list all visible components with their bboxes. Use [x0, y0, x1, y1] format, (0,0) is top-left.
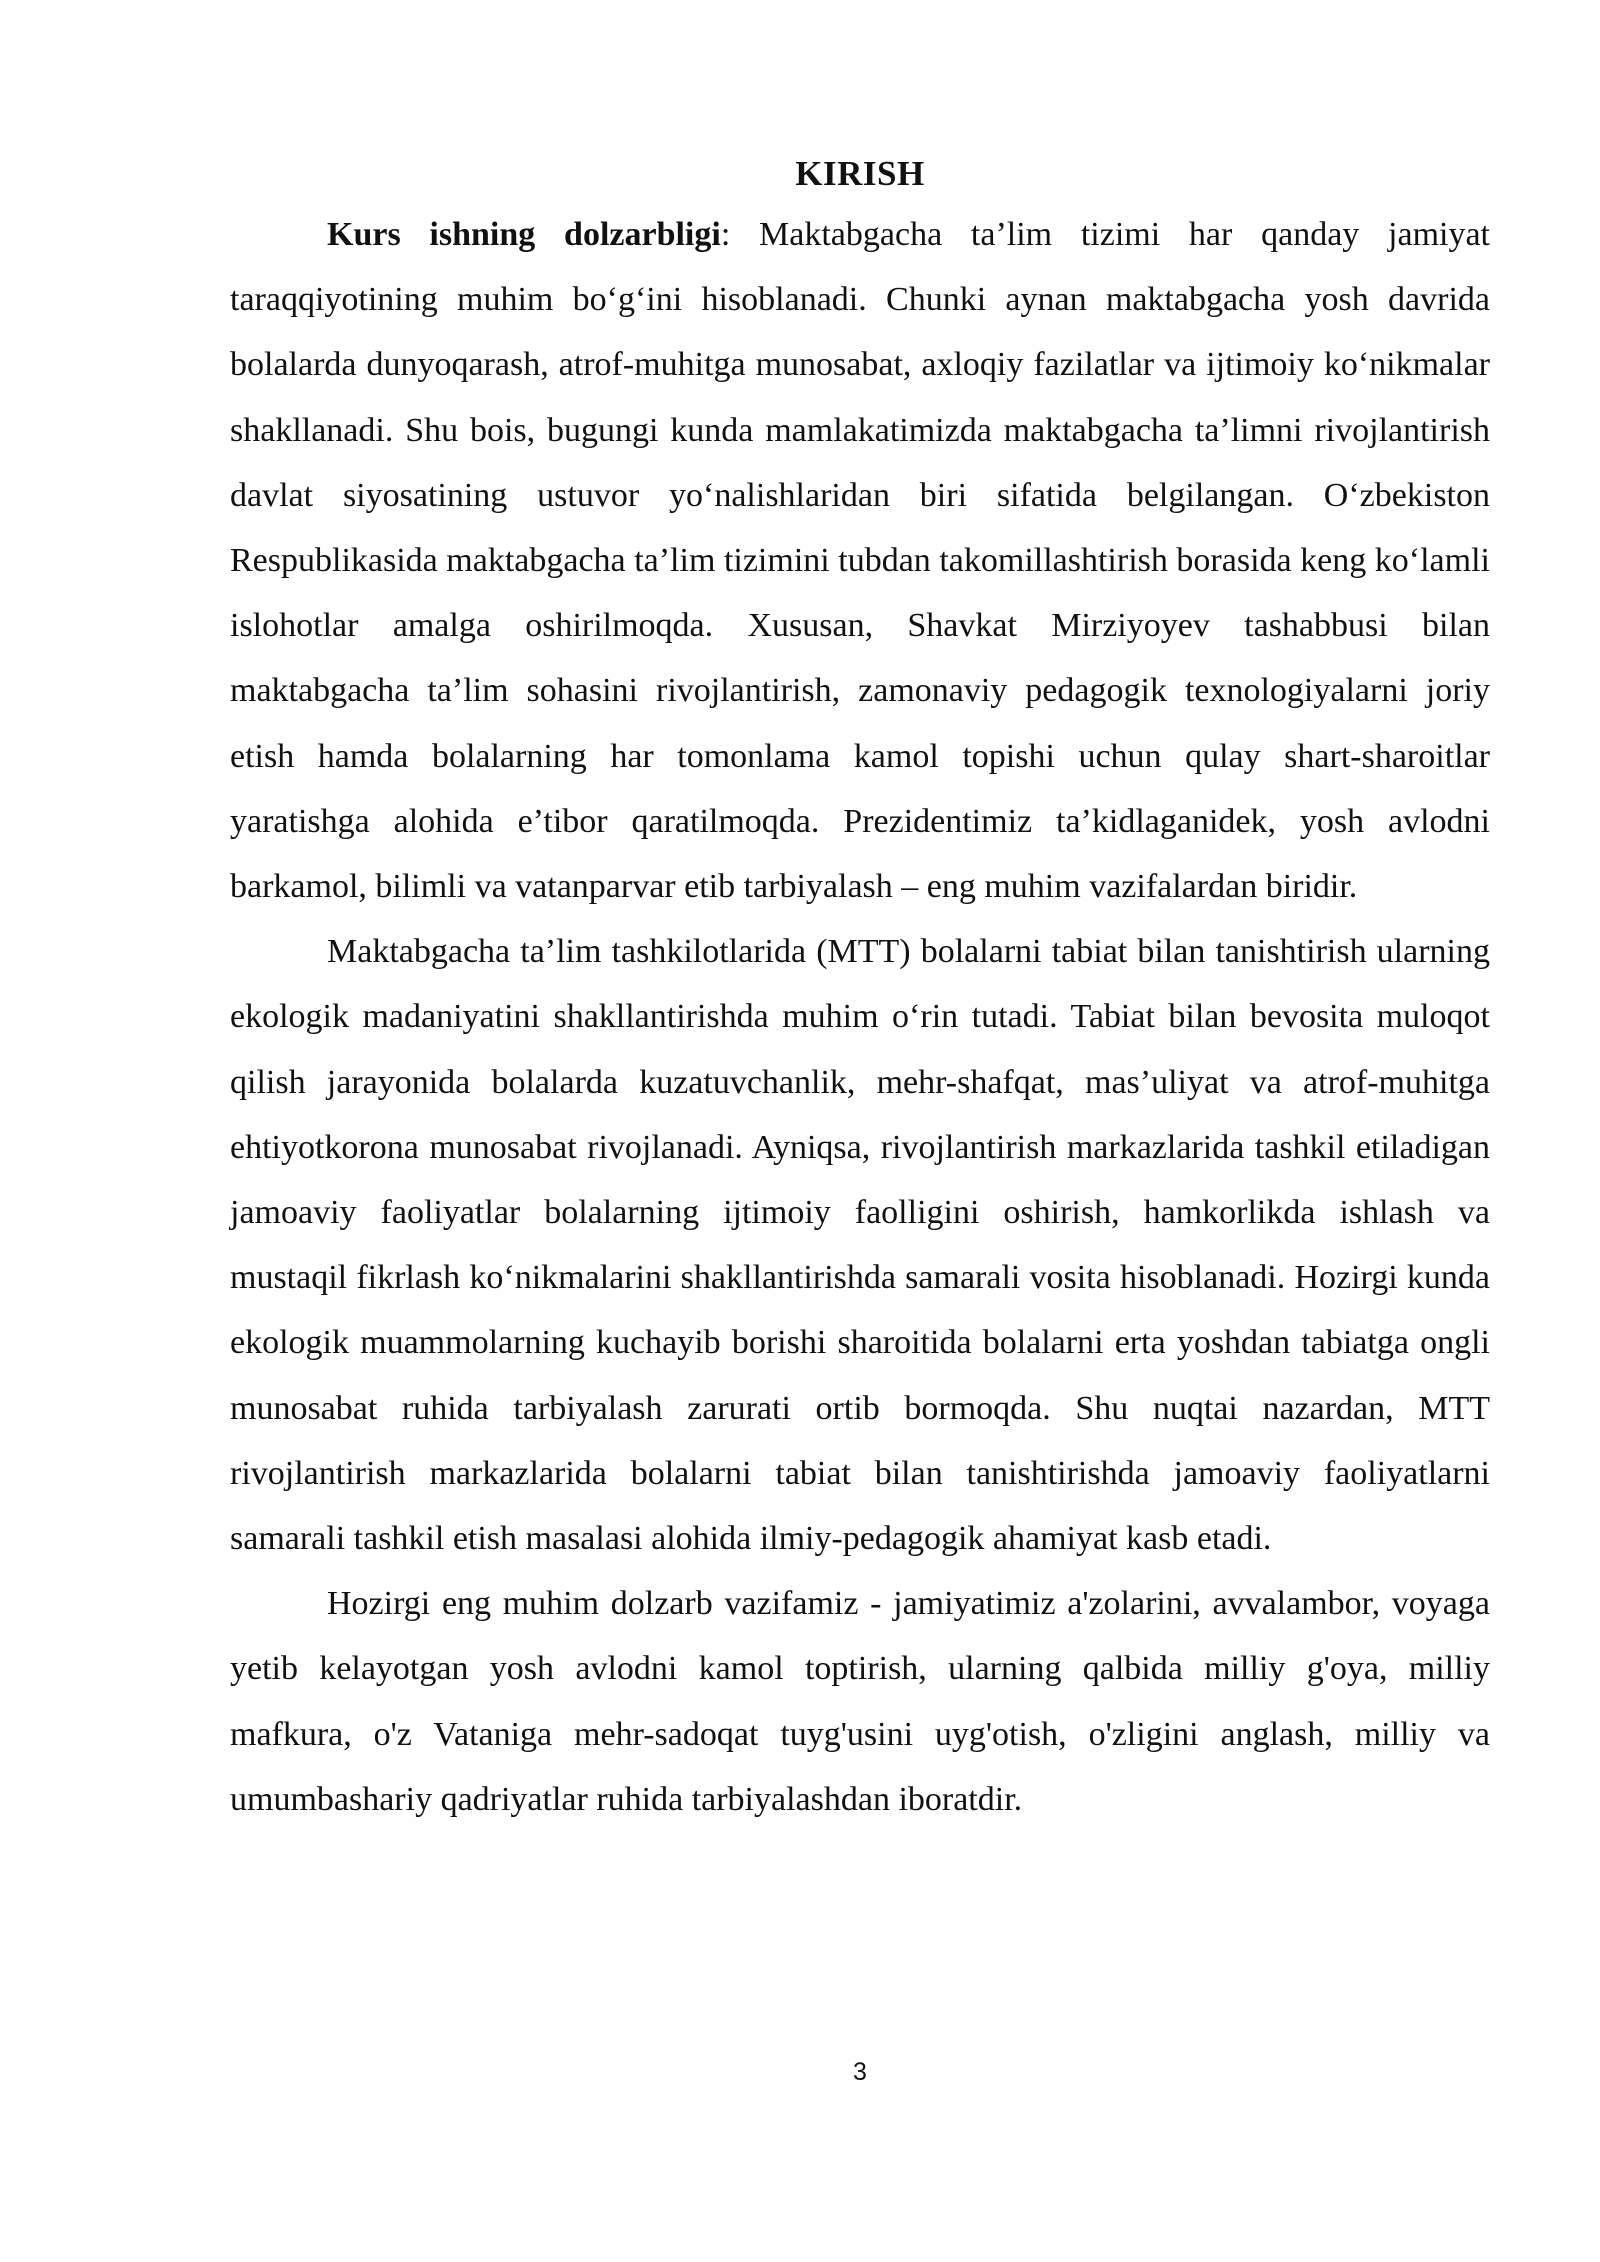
- paragraph-lead: Kurs ishning dolzarbligi: [327, 216, 721, 253]
- lead-separator: :: [720, 216, 760, 253]
- page-number: 3: [853, 2058, 867, 2086]
- page-title: KIRISH: [795, 154, 925, 193]
- document-body: [230, 202, 1490, 1832]
- paragraph-text: Hozirgi eng muhim dolzarb vazifamiz - jamiyatimiz a'zolarini, avvalambor, voyaga yetib kelayotgan yosh avlodni kamol toptirish, ularning qalbida milliy g'oya, milliy mafkura, o'z Vataniga mehr-sadoqat tuyg'usini uyg'otish, o'zligini anglash, milliy va umumbashariy qadriyatlar ruhida tarbiyalashdan iboratdir.: [230, 1585, 1490, 1818]
- paragraph-relevance: [230, 202, 1490, 919]
- paragraph-text: Maktabgacha ta’lim tashkilotlarida (MTT) bolalarni tabiat bilan tanishtirish ularning ekologik madaniyatini shakllantirishda muhim o‘rin tutadi. Tabiat bilan bevosita muloqot qilish jarayonida bolalarda kuzatuvchanlik, mehr-shafqat, mas’uliyat va atrof-muhitga ehtiyotkorona munosabat rivojlanadi. Ayniqsa, rivojlantirish markazlarida tashkil etiladigan jamoaviy faoliyatlar bolalarning ijtimoiy faolligini oshirish, hamkorlikda ishlash va mustaqil fikrlash ko‘nikmalarini shakllantirishda samarali vosita hisoblanadi. Hozirgi kunda ekologik muammolarning kuchayib borishi sharoitida bolalarni erta yoshdan tabiatga ongli munosabat ruhida tarbiyalash zarurati ortib bormoqda. Shu nuqtai nazardan, MTT rivojlantirish markazlarida bolalarni tabiat bilan tanishtirishda jamoaviy faoliyatlarni samarali tashkil etish masalasi alohida ilmiy-pedagogik ahamiyat kasb etadi.: [230, 933, 1490, 1558]
- paragraph-task: [230, 1571, 1490, 1832]
- paragraph-text: Maktabgacha ta’lim tizimi har qanday jamiyat taraqqiyotining muhim bo‘g‘ini hisoblanadi. Chunki aynan maktabgacha yosh davrida bolalarda dunyoqarash, atrof-muhitga munosabat, axloqiy fazilatlar va ijtimoiy ko‘nikmalar shakllanadi. Shu bois, bugungi kunda mamlakatimizda maktabgacha ta’limni rivojlantirish davlat siyosatining ustuvor yo‘nalishlaridan biri sifatida belgilangan. O‘zbekiston Respublikasida maktabgacha ta’lim tizimini tubdan takomillashtirish borasida keng ko‘lamli islohotlar amalga oshirilmoqda. Xususan, Shavkat Mirziyoyev tashabbusi bilan maktabgacha ta’lim sohasini rivojlantirish, zamonaviy pedagogik texnologiyalarni joriy etish hamda bolalarning har tomonlama kamol topishi uchun qulay shart-sharoitlar yaratishga alohida e’tibor qaratilmoqda. Prezidentimiz ta’kidlaganidek, yosh avlodni barkamol, bilimli va vatanparvar etib tarbiyalash – eng muhim vazifalardan biridir.: [230, 216, 1490, 906]
- paragraph-mtt: [230, 919, 1490, 1571]
